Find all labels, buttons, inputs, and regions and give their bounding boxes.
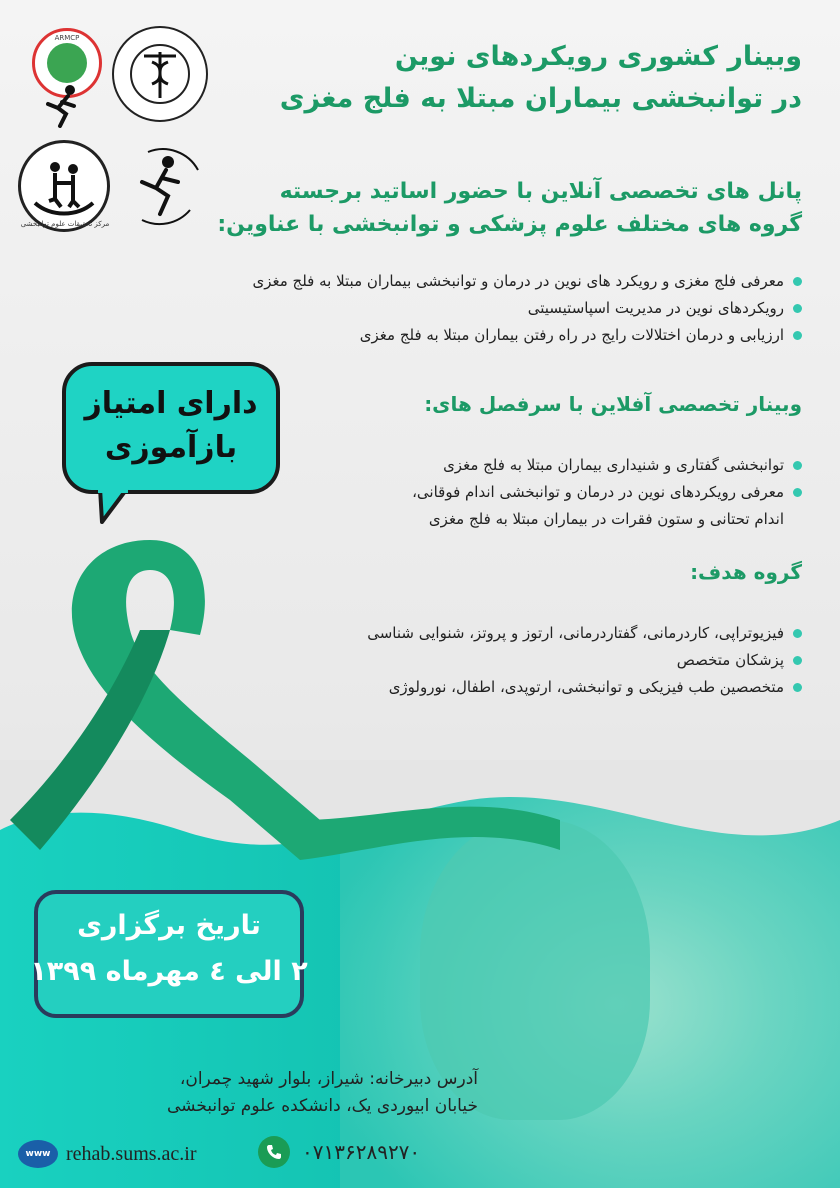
target-heading: گروه هدف:	[690, 560, 802, 584]
offline-heading: وبینار تخصصی آفلاین با سرفصل های:	[424, 392, 802, 416]
caregiver-icon	[21, 143, 107, 229]
list-item: توانبخشی گفتاری و شنیداری بیماران مبتلا به فلج مغزی	[412, 452, 802, 479]
address-line-1: آدرس دبیرخانه: شیراز، بلوار شهید چمران،	[179, 1069, 478, 1089]
phone-icon	[258, 1136, 290, 1168]
sums-emblem-icon	[114, 28, 206, 120]
globe-icon: www	[18, 1140, 58, 1168]
phone-contact[interactable]	[258, 1136, 420, 1168]
running-figure-icon	[40, 84, 84, 128]
address-block	[18, 1066, 478, 1120]
sums-logo	[112, 26, 208, 122]
panel-heading-line-2: گروه های مختلف علوم پزشکی و توانبخشی با عناوین:	[217, 212, 802, 237]
rsrc-caption: مرکز تحقیقات علوم توانبخشی	[20, 220, 110, 228]
panel-heading	[202, 175, 802, 241]
date-box	[30, 886, 308, 1022]
list-item: معرفی فلج مغزی و رویکرد های نوین در درمان و توانبخشی بیماران مبتلا به فلج مغزی	[252, 268, 802, 295]
list-item: فیزیوتراپی، کاردرمانی، گفتاردرمانی، ارتوز و پروتز، شنوایی شناسی	[367, 620, 802, 647]
cme-badge-line-2: بازآموزی	[104, 430, 238, 465]
page-title	[242, 36, 802, 120]
date-value: ۲ الی ٤ مهرماه ۱۳۹۹	[30, 956, 308, 987]
date-title: تاریخ برگزاری	[77, 910, 261, 941]
list-item: متخصصین طب فیزیکی و توانبخشی، ارتوپدی، اطفال، نورولوژی	[367, 674, 802, 701]
website-link[interactable]	[18, 1140, 197, 1168]
list-item-continuation: اندام تحتانی و ستون فقرات در بیماران مبتلا به فلج مغزی	[428, 510, 784, 528]
list-item: پزشکان متخصص	[367, 647, 802, 674]
rsrc-logo	[18, 140, 110, 232]
list-item: ارزیابی و درمان اختلالات رایج در راه رفتن بیماران مبتلا به فلج مغزی	[252, 322, 802, 349]
phone-number[interactable]: ۰۷۱۳۶۲۸۹۲۷۰	[302, 1140, 421, 1164]
title-line-2: در توانبخشی بیماران مبتلا به فلج مغزی	[279, 83, 802, 114]
address-line-2: خیابان ابیوردی یک، دانشکده علوم توانبخشی	[166, 1096, 478, 1116]
rehab-school-logo	[118, 140, 210, 232]
list-item: معرفی رویکردهای نوین در درمان و توانبخشی اندام فوقانی،	[412, 479, 802, 506]
cme-badge-text	[62, 382, 280, 470]
title-line-1: وبینار کشوری رویکردهای نوین	[394, 41, 802, 72]
cme-badge-line-1: دارای امتیاز	[84, 386, 258, 421]
list-item: رویکردهای نوین در مدیریت اسپاستیسیتی	[252, 295, 802, 322]
panel-heading-line-1: پانل های تخصصی آنلاین با حضور اساتید برجسته	[279, 179, 802, 204]
green-ribbon-icon	[0, 520, 560, 880]
panel-list	[252, 268, 802, 349]
armcp-logo-text: ARMCP	[54, 34, 80, 42]
snowflake-icon	[47, 43, 87, 83]
website-text[interactable]: rehab.sums.ac.ir	[66, 1142, 197, 1165]
